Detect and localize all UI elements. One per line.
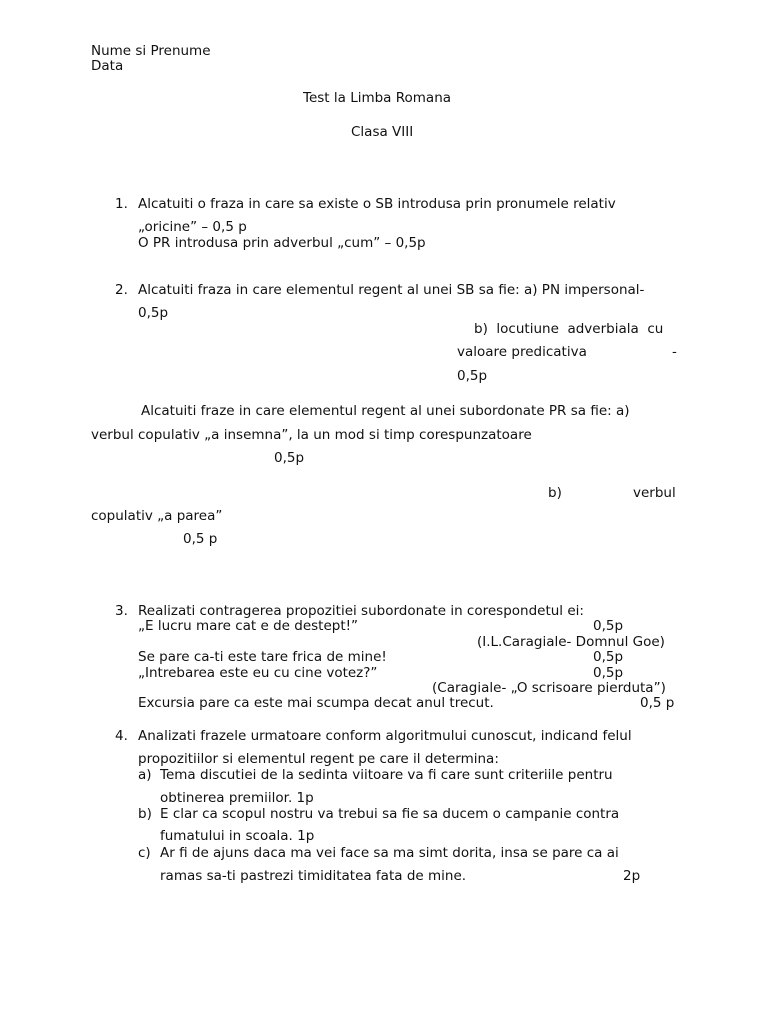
q4-c-line1: Ar fi de ajuns daca ma vei face sa ma simt dorita, insa se pare ca ai — [160, 845, 619, 861]
q2-line2: 0,5p — [138, 305, 169, 321]
q4-line1: Analizati frazele urmatoare conform algoritmului cunoscut, indicand felul — [138, 728, 632, 744]
pr-line5: copulativ „a parea” — [91, 508, 223, 524]
q3-line3: (I.L.Caragiale- Domnul Goe) — [477, 634, 665, 650]
pr-line6: 0,5 p — [183, 531, 218, 547]
q2-b-line3: 0,5p — [457, 368, 488, 384]
q3-line4-points: 0,5p — [593, 649, 624, 665]
pr-line2: verbul copulativ „a insemna”, la un mod si timp corespunzatoare — [91, 427, 532, 443]
q4-c-label: c) — [138, 845, 151, 861]
q3-line4: Se pare ca-ti este tare frica de mine! — [138, 649, 387, 665]
q4-b-line1: E clar ca scopul nostru va trebui sa fie sa ducem o campanie contra — [160, 806, 620, 822]
pr-line3: 0,5p — [274, 450, 305, 466]
q4-a-line2: obtinerea premiilor. 1p — [160, 790, 314, 806]
q1-number: 1. — [115, 196, 128, 212]
q4-a-label: a) — [138, 767, 152, 783]
q2-number: 2. — [115, 282, 128, 298]
pr-b-word: verbul — [633, 485, 676, 501]
q3-line6: (Caragiale- „O scrisoare pierduta”) — [432, 680, 666, 696]
q4-line2: propozitiilor si elementul regent pe care il determina: — [138, 751, 499, 767]
q2-line1: Alcatuiti fraza in care elementul regent al unei SB sa fie: a) PN impersonal- — [138, 282, 645, 298]
q3-line7-points: 0,5 p — [640, 695, 675, 711]
q4-number: 4. — [115, 728, 128, 744]
q2-b-line2: valoare predicativa — [457, 344, 587, 360]
q3-line7: Excursia pare ca este mai scumpa decat anul trecut. — [138, 695, 494, 711]
class-label: Clasa VIII — [351, 124, 414, 140]
name-label: Nume si Prenume — [91, 43, 211, 59]
q4-b-line2: fumatului in scoala. 1p — [160, 828, 315, 844]
document-title: Test la Limba Romana — [303, 90, 452, 106]
q2-b-dash: - — [672, 344, 677, 360]
q4-c-line2: ramas sa-ti pastrezi timiditatea fata de mine. — [160, 868, 467, 884]
q3-line1: Realizati contragerea propozitiei subordonate in corespondetul ei: — [138, 603, 584, 619]
date-label: Data — [91, 58, 124, 74]
pr-b-label: b) — [548, 485, 562, 501]
q2-b-line1: b) locutiune adverbiala cu — [474, 321, 664, 337]
q4-c-points: 2p — [623, 868, 641, 884]
pr-line1: Alcatuiti fraze in care elementul regent al unei subordonate PR sa fie: a) — [141, 403, 630, 419]
q1-line2: „oricine” – 0,5 p — [138, 219, 247, 235]
q3-line2-points: 0,5p — [593, 618, 624, 634]
q1-line1: Alcatuiti o fraza in care sa existe o SB introdusa prin pronumele relativ — [138, 196, 616, 212]
q4-a-line1: Tema discutiei de la sedinta viitoare va fi care sunt criteriile pentru — [160, 767, 613, 783]
q3-number: 3. — [115, 603, 128, 619]
q4-b-label: b) — [138, 806, 152, 822]
q1-line3: O PR introdusa prin adverbul „cum” – 0,5p — [138, 235, 426, 251]
q3-line5: „Intrebarea este eu cu cine votez?” — [138, 665, 378, 681]
q3-line5-points: 0,5p — [593, 665, 624, 681]
q3-line2: „E lucru mare cat e de destept!” — [138, 618, 359, 634]
